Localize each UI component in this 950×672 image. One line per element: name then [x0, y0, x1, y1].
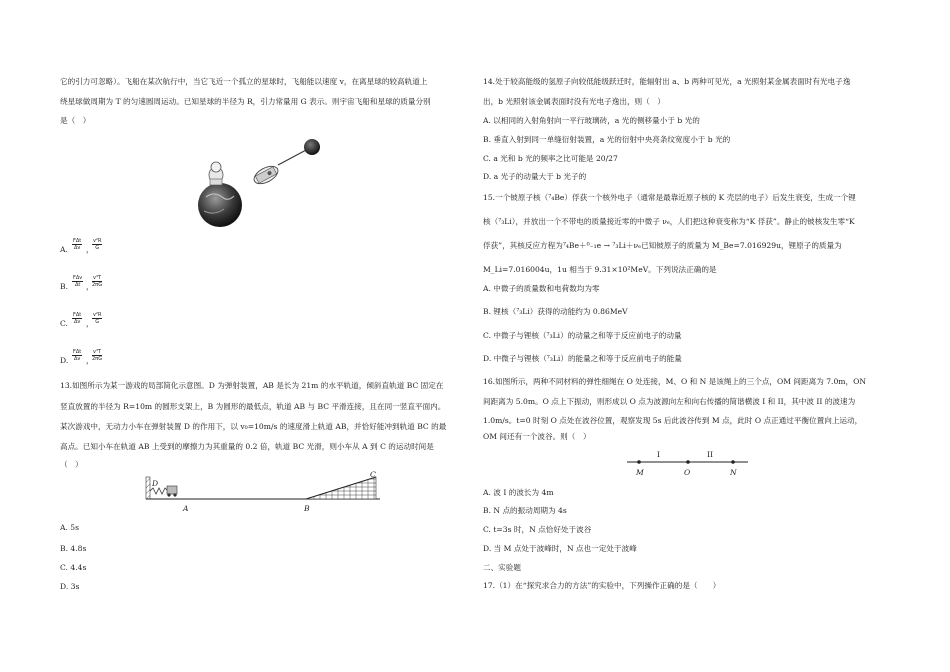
- point-n: [731, 460, 735, 464]
- fig16-label-m: M: [636, 468, 644, 477]
- point-o: [686, 460, 690, 464]
- q16-option-c: C. t=3s 时，N 点恰好处于波谷: [483, 525, 592, 534]
- track-diagram: [140, 471, 390, 521]
- q15-line4: M_Li=7.016004u，1u 相当于 9.31×10²MeV。下列说法正确的是: [483, 265, 717, 274]
- q12-option-b-frac1: FΔv Δt: [73, 275, 83, 288]
- q15-option-d: D. 中微子与锂核（⁷₃Li）的能量之和等于反应前电子的能量: [483, 354, 682, 363]
- rope-diagram: [625, 456, 750, 468]
- q16-line3: 1.0m/s。t=0 时刻 O 点处在波谷位置，观察发现 5s 后此波谷传到 M 点，此时 O 点正通过平衡位置向上运动，: [483, 416, 863, 425]
- moon-shape: [304, 139, 320, 155]
- fig16-label-i: I: [657, 450, 660, 459]
- q12-option-c-frac2: $\frac{\text{v²R}}{G}$: [93, 312, 102, 325]
- q13-option-c: C. 4.4s: [60, 563, 87, 572]
- fig13-label-b: B: [304, 504, 310, 513]
- q12-option-a-label: A.: [60, 245, 68, 254]
- q16-option-d: D. 当 M 点处于波峰时，N 点也一定处于波峰: [483, 544, 637, 553]
- q12-option-d-frac1: FΔt Δv: [73, 349, 82, 362]
- q13-option-b: B. 4.8s: [60, 544, 87, 553]
- q12-option-a-frac2: $\frac{\text{v²R}}{G}$: [93, 238, 102, 251]
- q14-option-d: D. a 光子的动量大于 b 光子的: [483, 172, 587, 181]
- q15-option-b: B. 锂核（⁷₃Li）获得的动能约为 0.86MeV: [483, 307, 628, 316]
- q13-line5: （ ）: [60, 460, 83, 469]
- q15-option-a: A. 中微子的质量数和电荷数均为零: [483, 284, 600, 293]
- q14-option-b: B. 垂直入射到同一单缝衍射装置，a 光的衍射中央亮条纹宽度小于 b 光的: [483, 135, 731, 144]
- q12-option-d-frac2: $\frac{\text{v³T}}{2\pi G}$: [92, 349, 103, 362]
- q12-option-c-frac1: FΔt Δv: [73, 312, 82, 325]
- q15-option-c: C. 中微子与锂核（⁷₃Li）的动量之和等于反应前电子的动量: [483, 331, 682, 340]
- astronaut-shape: [209, 162, 223, 185]
- q15-line1: 15.一个铍原子核（⁷₄Be）俘获一个核外电子（通常是最靠近原子核的 K 壳层的电子）后发生衰变，生成一个锂: [483, 193, 856, 202]
- q16-line2: 间距离为 5.0m。O 点上下振动，则形成以 O 点为波源向左和向右传播的简谐横波 I 和 II，其中波 II 的波速为: [483, 397, 856, 406]
- q12-option-c-label: C.: [60, 319, 68, 328]
- q12-option-b-frac2: $\frac{\text{v³T}}{2\pi G}$: [92, 275, 103, 288]
- q14-option-a: A. 以相同的入射角射向一平行玻璃砖，a 光的侧移量小于 b 光的: [483, 116, 700, 125]
- point-m: [637, 460, 641, 464]
- q14-line1: 14.处于较高能级的氢原子向较低能级跃迁时，能辐射出 a、b 两种可见光，a 光照射某金属表面时有光电子逸: [483, 77, 851, 86]
- fig16-label-ii: II: [707, 450, 713, 459]
- q12-line2: 绕星球做周期为 T 的匀速圆周运动。已知星球的半径为 R，引力常量用 G 表示。则宇宙飞船和星球的质量分别: [60, 97, 431, 106]
- fig16-label-o: O: [684, 468, 691, 477]
- section-heading: 二、实验题: [483, 563, 521, 572]
- q12-line1: 它的引力可忽略）。飞船在某次航行中，当它飞近一个孤立的星球时，飞船能以速度 v，在离星球的较高轨道上: [60, 77, 428, 86]
- q13-line3: 某次游戏中，无动力小车在弹射装置 D 的作用下，以 v₀=10m/s 的速度滑上轨道 AB，并恰好能冲到轨道 BC 的最: [60, 422, 447, 431]
- q12-option-a-frac1: FΔt Δv: [73, 238, 82, 251]
- fig13-label-c: C: [370, 470, 376, 479]
- fig16-label-n: N: [730, 468, 737, 477]
- fig13-label-a: A: [183, 504, 189, 513]
- q17-line1: 17.（1）在“探究求合力的方法”的实验中，下列操作正确的是（ ）: [483, 581, 721, 590]
- q12-line3: 是（ ）: [60, 116, 91, 125]
- q16-line1: 16.如图所示，两种不同材料的弹性细绳在 O 处连接，M、O 和 N 是该绳上的三个点，OM 间距离为 7.0m，ON: [483, 377, 866, 386]
- q16-option-a: A. 波 I 的波长为 4m: [483, 488, 554, 497]
- q13-option-a: A. 5s: [60, 523, 80, 532]
- q15-line3: 俘获”，其核反应方程为⁷₄Be＋⁰₋₁e → ⁷₃Li＋νₑ已知铍原子的质量为 M_Be=7.016929u，锂原子的质量为: [483, 241, 842, 250]
- spaceship-planet-illustration: [190, 133, 330, 228]
- q13-line4: 高点。已知小车在轨道 AB 上受到的摩擦力为其重量的 0.2 倍，轨道 BC 光滑，则小车从 A 到 C 的运动时间是: [60, 442, 434, 451]
- q13-line2: 竖直放置的半径为 R=10m 的圆形支架上，B 为圆形的最低点，轨道 AB 与 BC 平滑连接，且在同一竖直平面内。: [60, 402, 446, 411]
- q12-option-d-label: D.: [60, 356, 69, 365]
- q13-line1: 13.如图所示为某一游戏的局部简化示意图。D 为弹射装置，AB 是长为 21m 的水平轨道，倾斜直轨道 BC 固定在: [60, 381, 444, 390]
- q15-line2: 核（⁷₃Li），并放出一个不带电的质量接近零的中微子 νₑ，人们把这种衰变称为“K 俘获”。静止的铍核发生零“K: [483, 217, 855, 226]
- q13-option-d: D. 3s: [60, 582, 80, 591]
- planet-shape: [198, 183, 242, 227]
- q16-option-b: B. N 点的振动周期为 4s: [483, 506, 567, 515]
- q14-line2: 出，b 光照射该金属表面时没有光电子逸出，则（ ）: [483, 97, 665, 106]
- q16-line4: OM 间还有一个波谷。则（ ）: [483, 432, 591, 441]
- spaceship-shape: [251, 163, 281, 188]
- q12-option-b-label: B.: [60, 282, 68, 291]
- fig13-label-d: D: [152, 479, 159, 488]
- q14-option-c: C. a 光和 b 光的频率之比可能是 20/27: [483, 154, 618, 163]
